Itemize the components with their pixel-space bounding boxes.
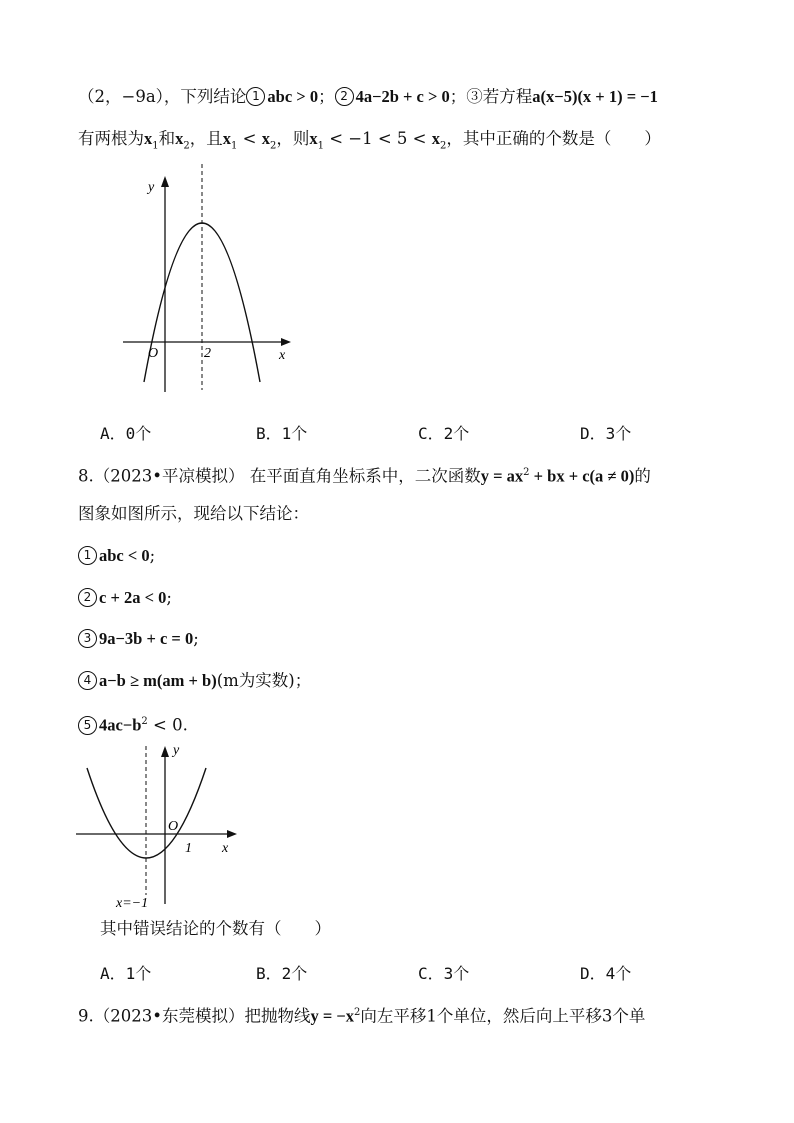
q7-line-2: 有两根为$x_1$和$x_2$，且$x_1 < x_2$，则$x_1 < -1 < 5 < x_2$，其中正确的个数是（ ） [78,129,661,152]
q7-line-1: （2，−9a），下列结论 1 abc > 0； 2 4a−2b + c > 0；③若方程a(x−5)(x + 1) = −1 [78,87,658,106]
tick-label-2: 2 [204,346,211,361]
q8-option-d[interactable]: D．4个 [580,964,632,983]
x-axis-arrow [281,338,291,346]
parabola-curve [144,223,260,382]
origin-label: O [148,346,159,361]
y-label: y [173,743,180,758]
x-label: x [222,841,229,856]
origin-label: O [168,819,179,834]
q7-option-b[interactable]: B．1个 [256,424,308,443]
circled-number: 3 [78,629,97,648]
q8-parabola-graph [74,740,244,910]
q8-conclusion-1: 1 abc < 0; [78,545,155,567]
circled-number: 4 [78,671,97,690]
q8-conclusion-2: 2 c + 2a < 0; [78,587,172,609]
q8-option-a[interactable]: A．1个 [100,964,152,983]
circled-number: 2 [78,588,97,607]
q8-conclusion-4: 4 a−b ≥ m(am + b)(m为实数)； [78,670,311,692]
q8-option-b[interactable]: B．2个 [256,964,308,983]
q8-question: 其中错误结论的个数有（ ） [100,919,331,938]
q8-stem-line-2: 图象如图所示，现给以下结论： [78,504,309,523]
x-axis-arrow [227,830,237,838]
circled-number: 2 [335,87,354,106]
q7-option-d[interactable]: D．3个 [580,424,632,443]
q7-parabola-graph [115,160,300,395]
y-axis-arrow [161,176,169,187]
circled-number: 5 [78,716,97,735]
q8-option-c[interactable]: C．3个 [418,964,470,983]
y-label: y [148,180,155,195]
q8-conclusion-3: 3 9a−3b + c = 0; [78,628,199,650]
tick-label-1: 1 [185,841,192,856]
q8-conclusion-5: 5 $4ac-b^2 < 0$. [78,711,188,737]
x-label: x [279,348,286,363]
circled-number: 1 [246,87,265,106]
axis-label-x-eq-minus-1: x=−1 [116,896,149,910]
q7-option-a[interactable]: A．0个 [100,424,152,443]
q8-stem-line-1: 8.（2023•平凉模拟） 在平面直角坐标系中，二次函数$y = ax^2$ + bx + c(a ≠ 0)的 [78,466,651,486]
q9-stem-line-1: 9.（2023•东莞模拟）把抛物线$y = -x^2$向左平移1个单位，然后向上平移3个单 [78,1006,646,1026]
q7-option-c[interactable]: C．2个 [418,424,470,443]
circled-number: 1 [78,546,97,565]
y-axis-arrow [161,746,169,757]
